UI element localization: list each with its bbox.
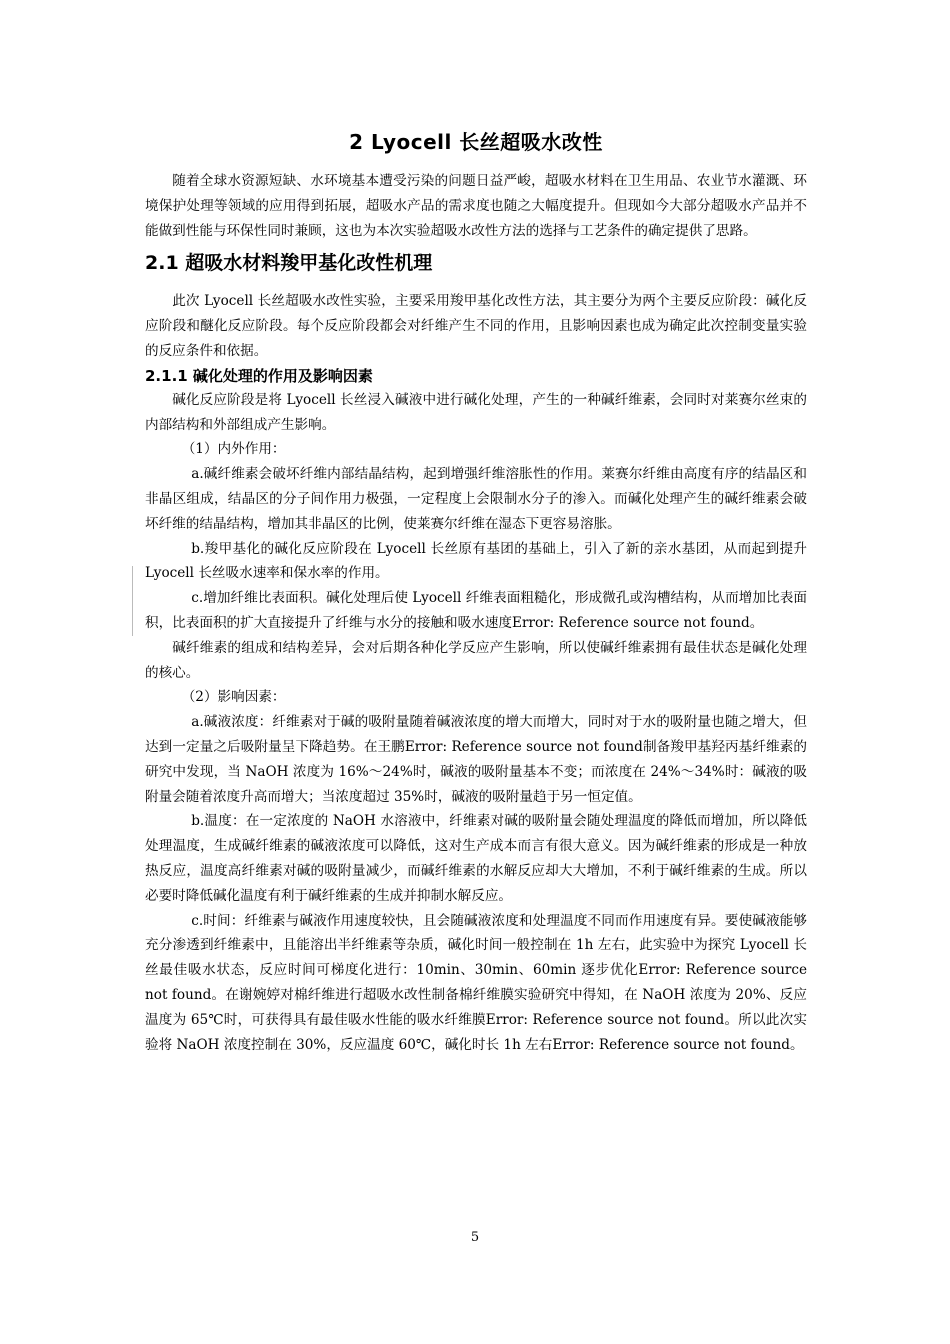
sub2-item-b: b.温度：在一定浓度的 NaOH 水溶液中，纤维素对碱的吸附量会随处理温度的降低而增加，所以降低处理温度，生成碱纤维素的碱液浓度可以降低，这对生产成本而言有很大意义。因为碱纤维素的形成是一种放热反应，温度高纤维素对碱的吸附量减少，而碱纤维素的水解反应却大大增加，不利于碱纤维素的生成。所以必要时降低碱化温度有利于碱纤维素的生成并抑制水解反应。: [145, 813, 807, 904]
sub2-label: （2）影响因素：: [181, 689, 286, 706]
sub2-item-c: c.时间：纤维素与碱液作用速度较快，且会随碱液浓度和处理温度不同而作用速度有异。要使碱液能够充分渗透到纤维素中，且能溶出半纤维素等杂质，碱化时间一般控制在 1h 左右，此实验中为探究 Lyocell 长丝最佳吸水状态，反应时间可梯度化进行：10min、30min、60min 逐步优化Error: Reference source not found。在谢婉婷对棉纤维进行超吸水改性制备棉纤维膜实验研究中得知，在 NaOH 浓度为 20%、反应温度为 65℃时，可获得具有最佳吸水性能的吸水纤维膜Error: Reference source not found。所以此次实验将 NaOH 浓度控制在 30%，反应温度 60℃，碱化时长 1h 左右Error: Reference source not found。: [145, 912, 807, 1053]
section-heading-2-1-1: 2.1.1 碱化处理的作用及影响因素: [145, 366, 373, 385]
page-number: 5: [470, 1230, 480, 1245]
change-bar: [132, 566, 133, 636]
sub1-item-a: a.碱纤维素会破坏纤维内部结晶结构，起到增强纤维溶胀性的作用。莱赛尔纤维由高度有序的结晶区和非晶区组成，结晶区的分子间作用力极强，一定程度上会限制水分子的渗入。而碱化处理产生的碱纤维素会破坏纤维的结晶结构，增加其非晶区的比例，使莱赛尔纤维在湿态下更容易溶胀。: [145, 466, 807, 532]
chapter-title: 2 Lyocell 长丝超吸水改性: [349, 130, 603, 154]
sub1-item-b: b.羧甲基化的碱化反应阶段在 Lyocell 长丝原有基团的基础上，引入了新的亲水基团，从而起到提升 Lyocell 长丝吸水速率和保水率的作用。: [145, 540, 807, 582]
sub2-item-a: a.碱液浓度：纤维素对于碱的吸附量随着碱液浓度的增大而增大，同时对于水的吸附量也随之增大，但达到一定量之后吸附量呈下降趋势。在王鹏Error: Reference source not found制备羧甲基羟丙基纤维素的研究中发现，当 NaOH 浓度为 16%～24%时，碱液的吸附量基本不变；而浓度在 24%～34%时：碱液的吸附量会随着浓度升高而增大；当浓度超过 35%时，碱液的吸附量趋于另一恒定值。: [145, 714, 807, 805]
text-column: [145, 125, 807, 1057]
sub1-label: （1）内外作用：: [181, 441, 286, 458]
sub1-item-c: c.增加纤维比表面积。碱化处理后使 Lyocell 纤维表面粗糙化，形成微孔或沟槽结构，从而增加比表面积，比表面积的扩大直接提升了纤维与水分的接触和吸水速度Error: Reference source not found。: [145, 590, 807, 631]
intro-paragraph: 随着全球水资源短缺、水环境基本遭受污染的问题日益严峻，超吸水材料在卫生用品、农业节水灌溉、环境保护处理等领域的应用得到拓展，超吸水产品的需求度也随之大幅度提升。但现如今大部分超吸水产品并不能做到性能与环保性同时兼顾，这也为本次实验超吸水改性方法的选择与工艺条件的确定提供了思路。: [145, 173, 807, 239]
section-2-1-paragraph: 此次 Lyocell 长丝超吸水改性实验，主要采用羧甲基化改性方法，其主要分为两个主要反应阶段：碱化反应阶段和醚化反应阶段。每个反应阶段都会对纤维产生不同的作用，且影响因素也成为确定此次控制变量实验的反应条件和依据。: [145, 293, 807, 359]
summary-paragraph: 碱纤维素的组成和结构差异，会对后期各种化学反应产生影响，所以使碱纤维素拥有最佳状态是碱化处理的核心。: [145, 639, 807, 681]
section-2-1-1-intro: 碱化反应阶段是将 Lyocell 长丝浸入碱液中进行碱化处理，产生的一种碱纤维素，会同时对莱赛尔丝束的内部结构和外部组成产生影响。: [145, 391, 807, 433]
section-heading-2-1: 2.1 超吸水材料羧甲基化改性机理: [145, 252, 433, 275]
